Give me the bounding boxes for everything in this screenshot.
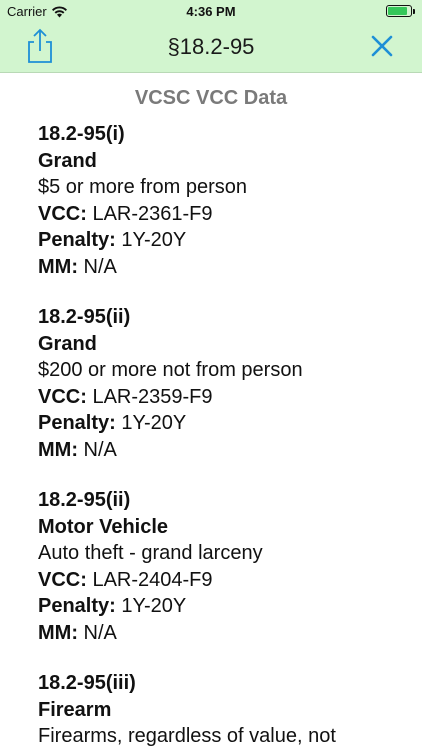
mm-row — [38, 437, 422, 464]
mm-row — [38, 620, 422, 647]
penalty-label: Penalty: — [38, 229, 116, 251]
statute-code: 18.2-95(iii) — [38, 672, 136, 694]
page-title: §18.2-95 — [167, 34, 255, 59]
mm-label: MM: — [38, 621, 78, 644]
penalty-value: 1Y-20Y — [121, 595, 187, 617]
share-button[interactable] — [24, 28, 56, 64]
vcc-row — [38, 201, 422, 228]
vcc-label: VCC: — [38, 202, 87, 225]
vcc-label: VCC: — [38, 568, 87, 591]
status-time: 4:36 PM — [186, 4, 236, 19]
navigation-bar — [0, 22, 422, 73]
offense-description: Auto theft - grand larceny — [38, 542, 263, 564]
offense-category: Grand — [38, 149, 97, 172]
statute-code: 18.2-95(ii) — [38, 489, 131, 511]
status-bar — [0, 0, 422, 22]
offense-description: $200 or more not from person — [38, 359, 303, 381]
vcc-entry — [38, 487, 422, 646]
penalty-row — [38, 410, 422, 437]
offense-description: Firearms, regardless of value, not — [38, 725, 336, 747]
penalty-value: 1Y-20Y — [121, 229, 187, 251]
detail-content[interactable] — [0, 74, 422, 750]
vcc-value: LAR-2361-F9 — [92, 202, 213, 225]
vcc-row — [38, 567, 422, 594]
offense-category: Motor Vehicle — [38, 515, 169, 538]
battery-level — [388, 7, 407, 15]
carrier-label: Carrier — [7, 4, 47, 19]
statute-code: 18.2-95(i) — [38, 123, 125, 145]
mm-value: N/A — [83, 438, 117, 461]
statute-code: 18.2-95(ii) — [38, 306, 131, 328]
close-button[interactable] — [368, 32, 396, 60]
penalty-label: Penalty: — [38, 412, 116, 434]
penalty-value: 1Y-20Y — [121, 412, 187, 434]
vcc-value: LAR-2404-F9 — [92, 568, 213, 591]
mm-value: N/A — [83, 621, 117, 644]
share-icon — [24, 28, 56, 64]
penalty-row — [38, 227, 422, 254]
vcc-label: VCC: — [38, 385, 87, 408]
penalty-label: Penalty: — [38, 595, 116, 617]
vcc-entry — [38, 670, 422, 750]
top-bar — [0, 0, 422, 73]
penalty-row — [38, 593, 422, 620]
mm-row — [38, 254, 422, 281]
vcc-entry-list — [0, 121, 422, 750]
close-icon — [368, 32, 396, 60]
vcc-value: LAR-2359-F9 — [92, 385, 213, 408]
section-title: VCSC VCC Data — [134, 87, 288, 109]
battery-icon — [386, 5, 412, 17]
vcc-entry — [38, 304, 422, 463]
mm-label: MM: — [38, 255, 78, 278]
offense-category: Firearm — [38, 698, 112, 721]
vcc-row — [38, 384, 422, 411]
offense-description: $5 or more from person — [38, 176, 247, 198]
vcc-entry — [38, 121, 422, 280]
offense-category: Grand — [38, 332, 97, 355]
mm-value: N/A — [83, 255, 117, 278]
mm-label: MM: — [38, 438, 78, 461]
